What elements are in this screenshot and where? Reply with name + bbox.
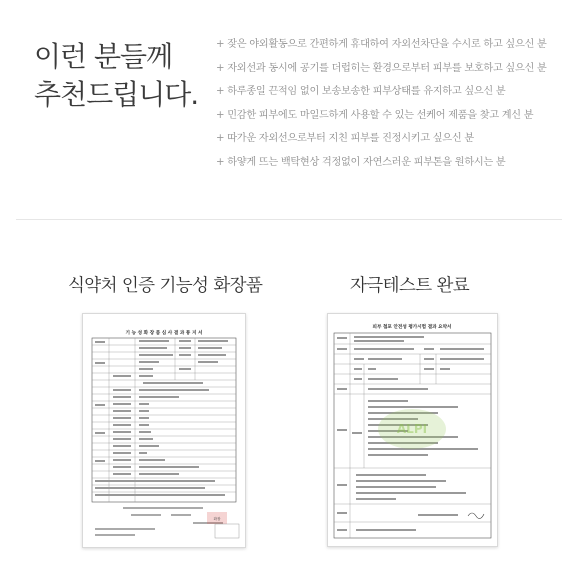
list-item bbox=[216, 38, 547, 62]
doc-heading: 기 능 성 화 장 품 심 사 결 과 통 지 서 bbox=[125, 331, 203, 336]
seal-stamp-text: 화장 bbox=[213, 517, 221, 521]
list-item bbox=[216, 109, 547, 133]
certificate-document-functional bbox=[82, 313, 246, 548]
plus-icon: + bbox=[216, 156, 225, 168]
certificate-irritation-image bbox=[328, 314, 497, 546]
list-item-text: 하루종일 끈적임 없이 보송보송한 피부상태를 유지하고 싶으신 분 bbox=[227, 86, 506, 97]
list-item-text: 하얗게 뜨는 백탁현상 걱정없이 자연스러운 피부톤을 원하시는 분 bbox=[227, 156, 506, 168]
plus-icon: + bbox=[216, 39, 225, 50]
list-item-text: 따가운 자외선으로부터 지친 피부를 진정시키고 싶으신 분 bbox=[227, 133, 474, 144]
certificate-document-irritation bbox=[327, 313, 498, 547]
headline bbox=[34, 38, 198, 114]
watermark-text: ALPI bbox=[396, 422, 428, 436]
signature bbox=[468, 513, 484, 519]
list-item bbox=[216, 62, 547, 86]
headline-line-2: 추천드립니다. bbox=[34, 78, 199, 111]
recommend-list bbox=[216, 38, 547, 179]
cert-title-functional: 식약처 인증 기능성 화장품 bbox=[68, 276, 263, 296]
list-item-text: 잦은 야외활동으로 간편하게 휴대하여 자외선차단을 수시로 하고 싶으신 분 bbox=[227, 39, 547, 50]
plus-icon: + bbox=[216, 133, 225, 144]
doc-heading: 피부 첩포 안전성 평가시험 결과 요약서 bbox=[372, 325, 452, 330]
list-item bbox=[216, 85, 547, 109]
cert-title-irritation: 자극테스트 완료 bbox=[350, 276, 470, 296]
list-item-text: 자외선과 동시에 공기를 더럽히는 환경으로부터 피부를 보호하고 싶으신 분 bbox=[227, 62, 547, 74]
list-item bbox=[216, 132, 547, 156]
certificate-functional-image bbox=[83, 314, 245, 547]
plus-icon: + bbox=[216, 62, 225, 74]
list-item bbox=[216, 156, 547, 180]
headline-line-1: 이런 분들께 bbox=[34, 40, 173, 73]
plus-icon: + bbox=[216, 86, 225, 97]
section-divider bbox=[16, 219, 562, 220]
list-item-text: 민감한 피부에도 마일드하게 사용할 수 있는 선케어 제품을 찾고 계신 분 bbox=[227, 109, 534, 121]
plus-icon: + bbox=[216, 109, 225, 121]
